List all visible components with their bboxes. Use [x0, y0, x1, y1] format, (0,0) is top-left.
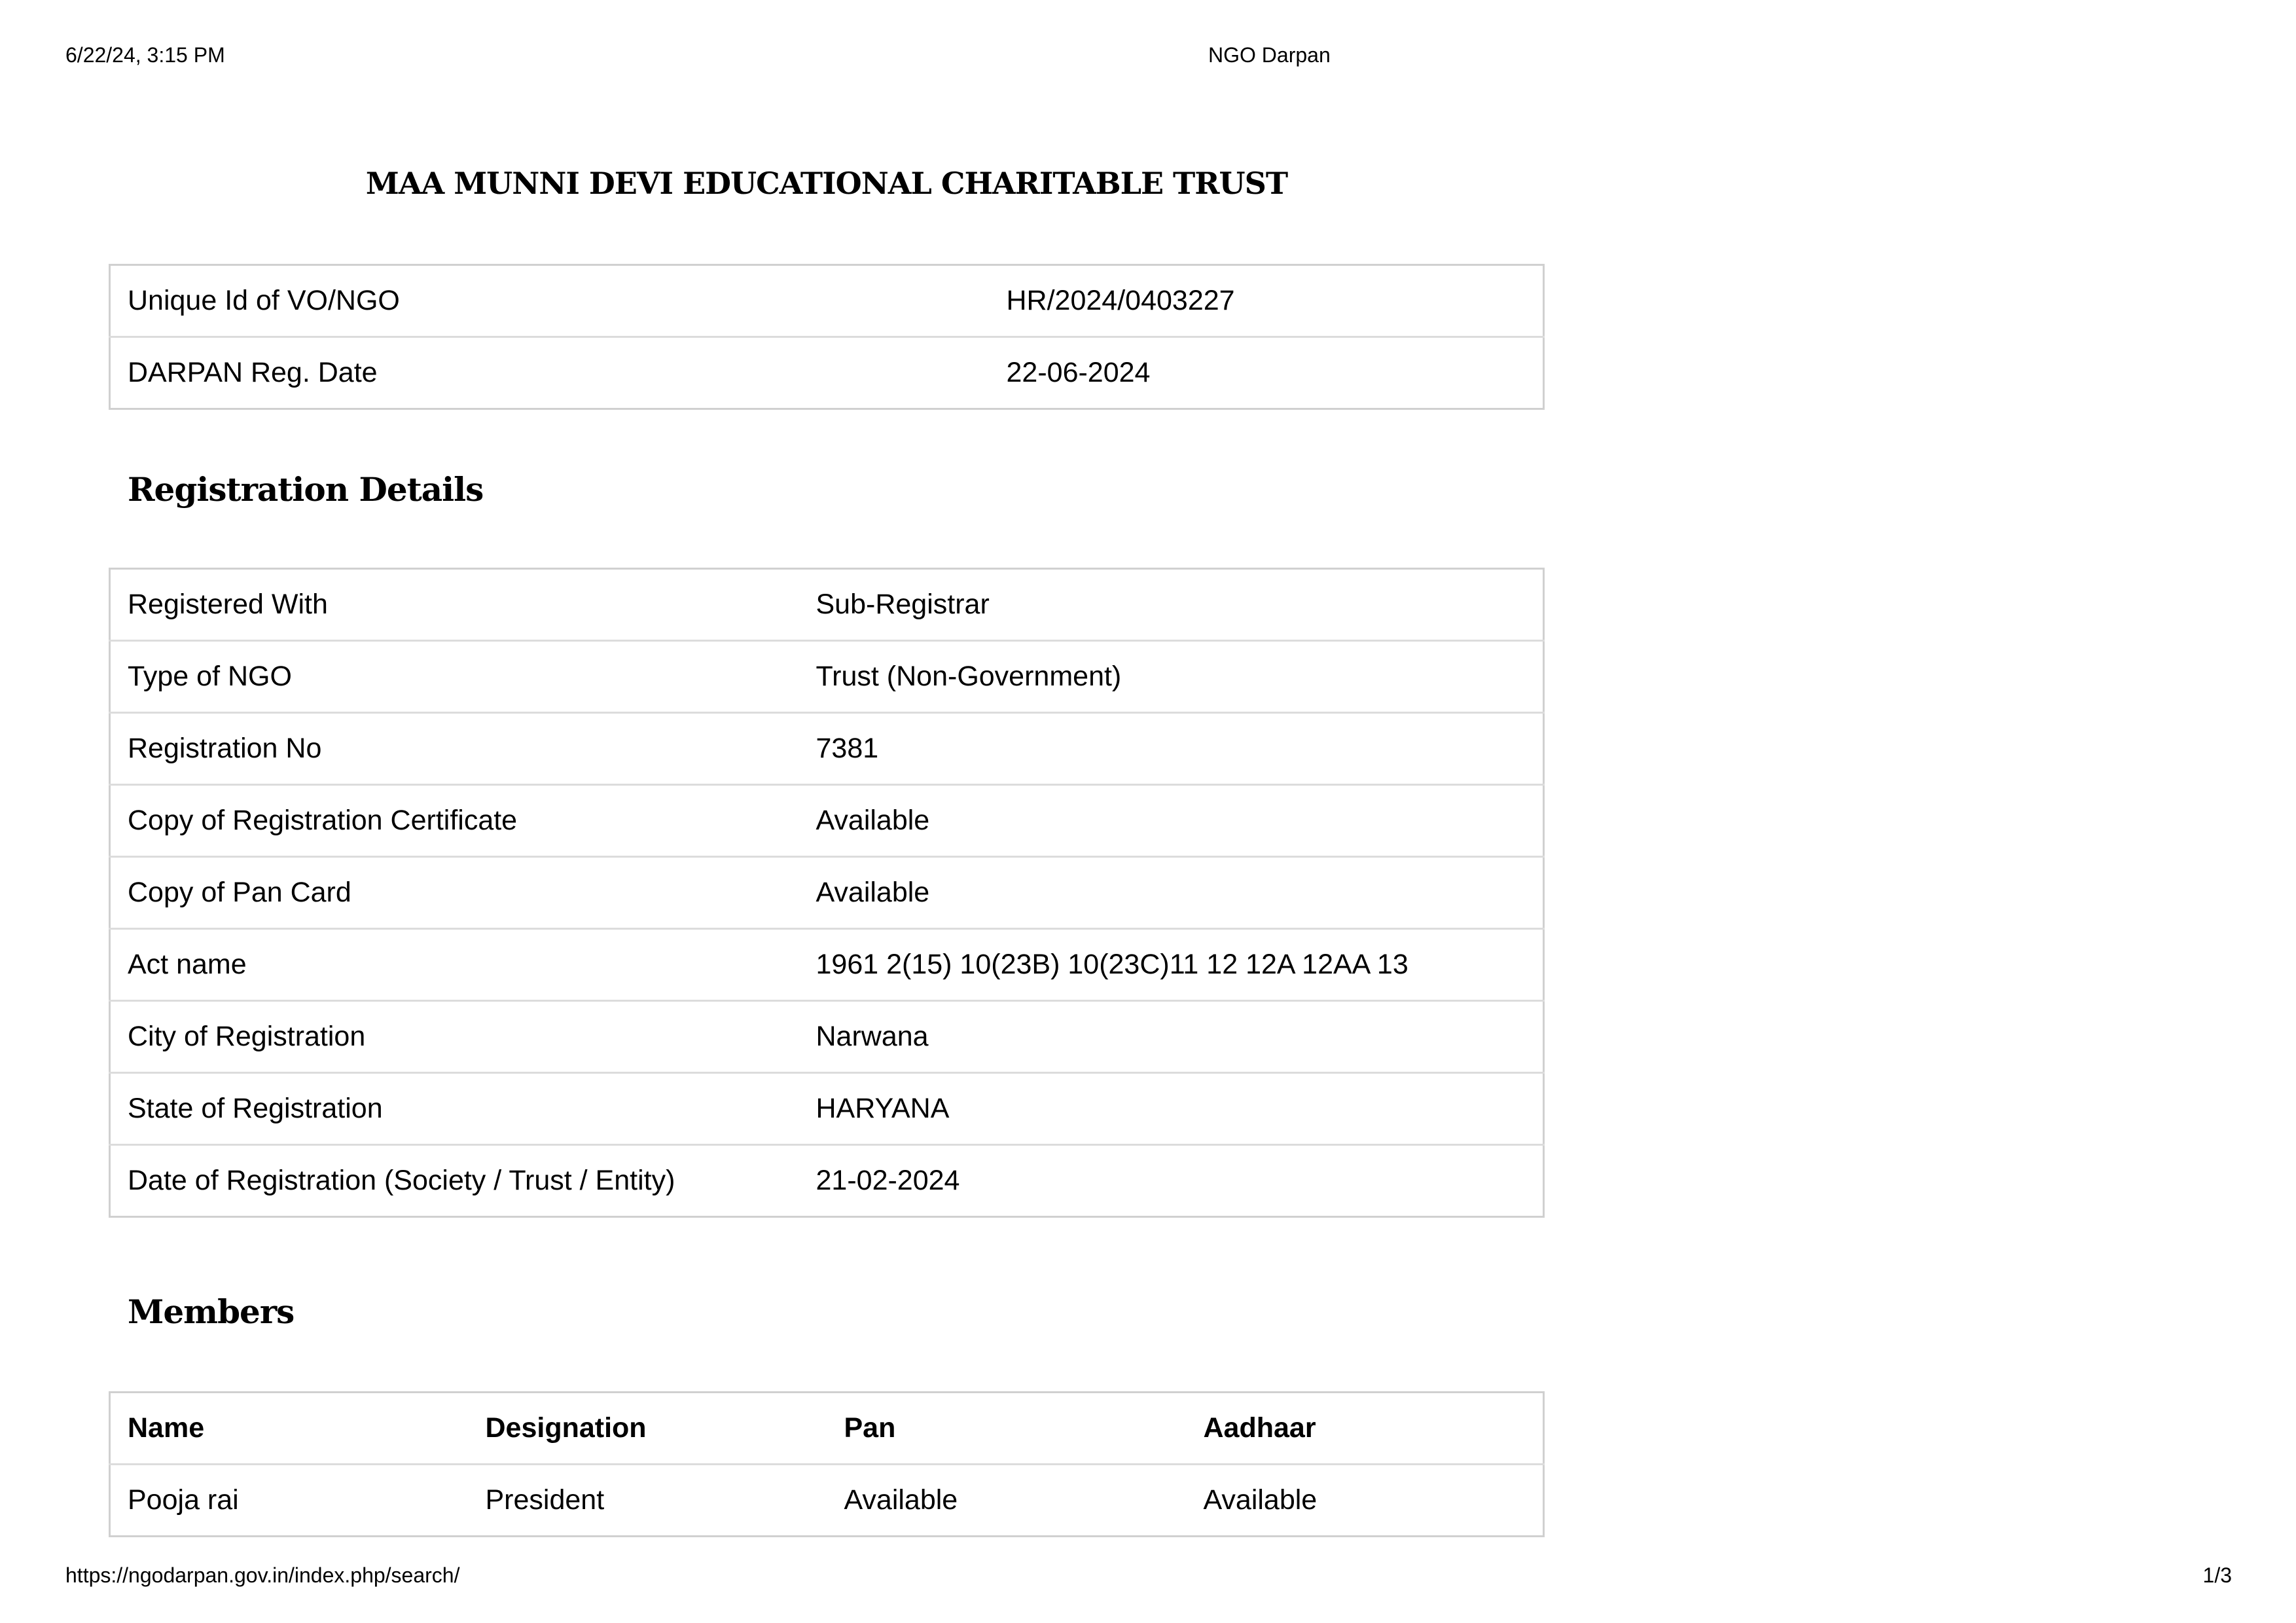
table-row: [110, 1001, 1544, 1073]
registration-details-heading: Registration Details: [128, 470, 484, 509]
registration-date-value: 21-02-2024: [799, 1145, 1544, 1217]
darpan-reg-date-value: 22-06-2024: [990, 337, 1544, 409]
table-row: [110, 713, 1544, 785]
print-timestamp: 6/22/24, 3:15 PM: [65, 43, 225, 67]
print-page-number: 1/3: [2202, 1563, 2232, 1587]
registration-city-label: City of Registration: [110, 1001, 799, 1073]
act-name-value: 1961 2(15) 10(23B) 10(23C)11 12 12A 12AA 13: [799, 929, 1544, 1001]
registration-state-value: HARYANA: [799, 1073, 1544, 1145]
registration-certificate-label: Copy of Registration Certificate: [110, 785, 799, 857]
table-header-row: [110, 1393, 1544, 1465]
print-url: https://ngodarpan.gov.in/index.php/search/: [65, 1563, 460, 1587]
registration-details-table: [109, 568, 1545, 1218]
registration-city-value: Narwana: [799, 1001, 1544, 1073]
registration-date-label: Date of Registration (Society / Trust / Entity): [110, 1145, 799, 1217]
table-row: [110, 641, 1544, 713]
pan-card-label: Copy of Pan Card: [110, 857, 799, 929]
unique-id-value: HR/2024/0403227: [1006, 285, 1235, 316]
table-row: [110, 265, 1544, 337]
member-name: Pooja rai: [110, 1465, 469, 1537]
table-row: [110, 1465, 1544, 1537]
member-designation: President: [469, 1465, 827, 1537]
table-row: [110, 785, 1544, 857]
table-row: [110, 569, 1544, 641]
registration-no-value: 7381: [799, 713, 1544, 785]
member-pan: Available: [827, 1465, 1187, 1537]
table-row: [110, 1145, 1544, 1217]
registration-certificate-value: Available: [799, 785, 1544, 857]
members-table: [109, 1391, 1545, 1537]
table-row: [110, 929, 1544, 1001]
members-heading: Members: [128, 1292, 295, 1331]
column-header-designation: Designation: [485, 1412, 647, 1444]
table-row: [110, 337, 1544, 409]
unique-id-label: Unique Id of VO/NGO: [128, 285, 400, 316]
id-table: [109, 264, 1545, 410]
ngo-type-label: Type of NGO: [110, 641, 799, 713]
member-aadhaar: Available: [1187, 1465, 1544, 1537]
act-name-label: Act name: [110, 929, 799, 1001]
column-header-aadhaar: Aadhaar: [1203, 1412, 1316, 1444]
ngo-type-value: Trust (Non-Government): [799, 641, 1544, 713]
pan-card-value: Available: [799, 857, 1544, 929]
column-header-name: Name: [128, 1412, 205, 1444]
registration-no-label: Registration No: [110, 713, 799, 785]
table-row: [110, 1073, 1544, 1145]
registered-with-value: Sub-Registrar: [816, 589, 990, 620]
org-name-title: MAA MUNNI DEVI EDUCATIONAL CHARITABLE TRUST: [365, 166, 1288, 201]
registered-with-label: Registered With: [128, 589, 328, 620]
column-header-pan: Pan: [844, 1412, 896, 1444]
print-page-title: NGO Darpan: [1208, 43, 1331, 67]
registration-state-label: State of Registration: [110, 1073, 799, 1145]
darpan-reg-date-label: DARPAN Reg. Date: [110, 337, 990, 409]
table-row: [110, 857, 1544, 929]
